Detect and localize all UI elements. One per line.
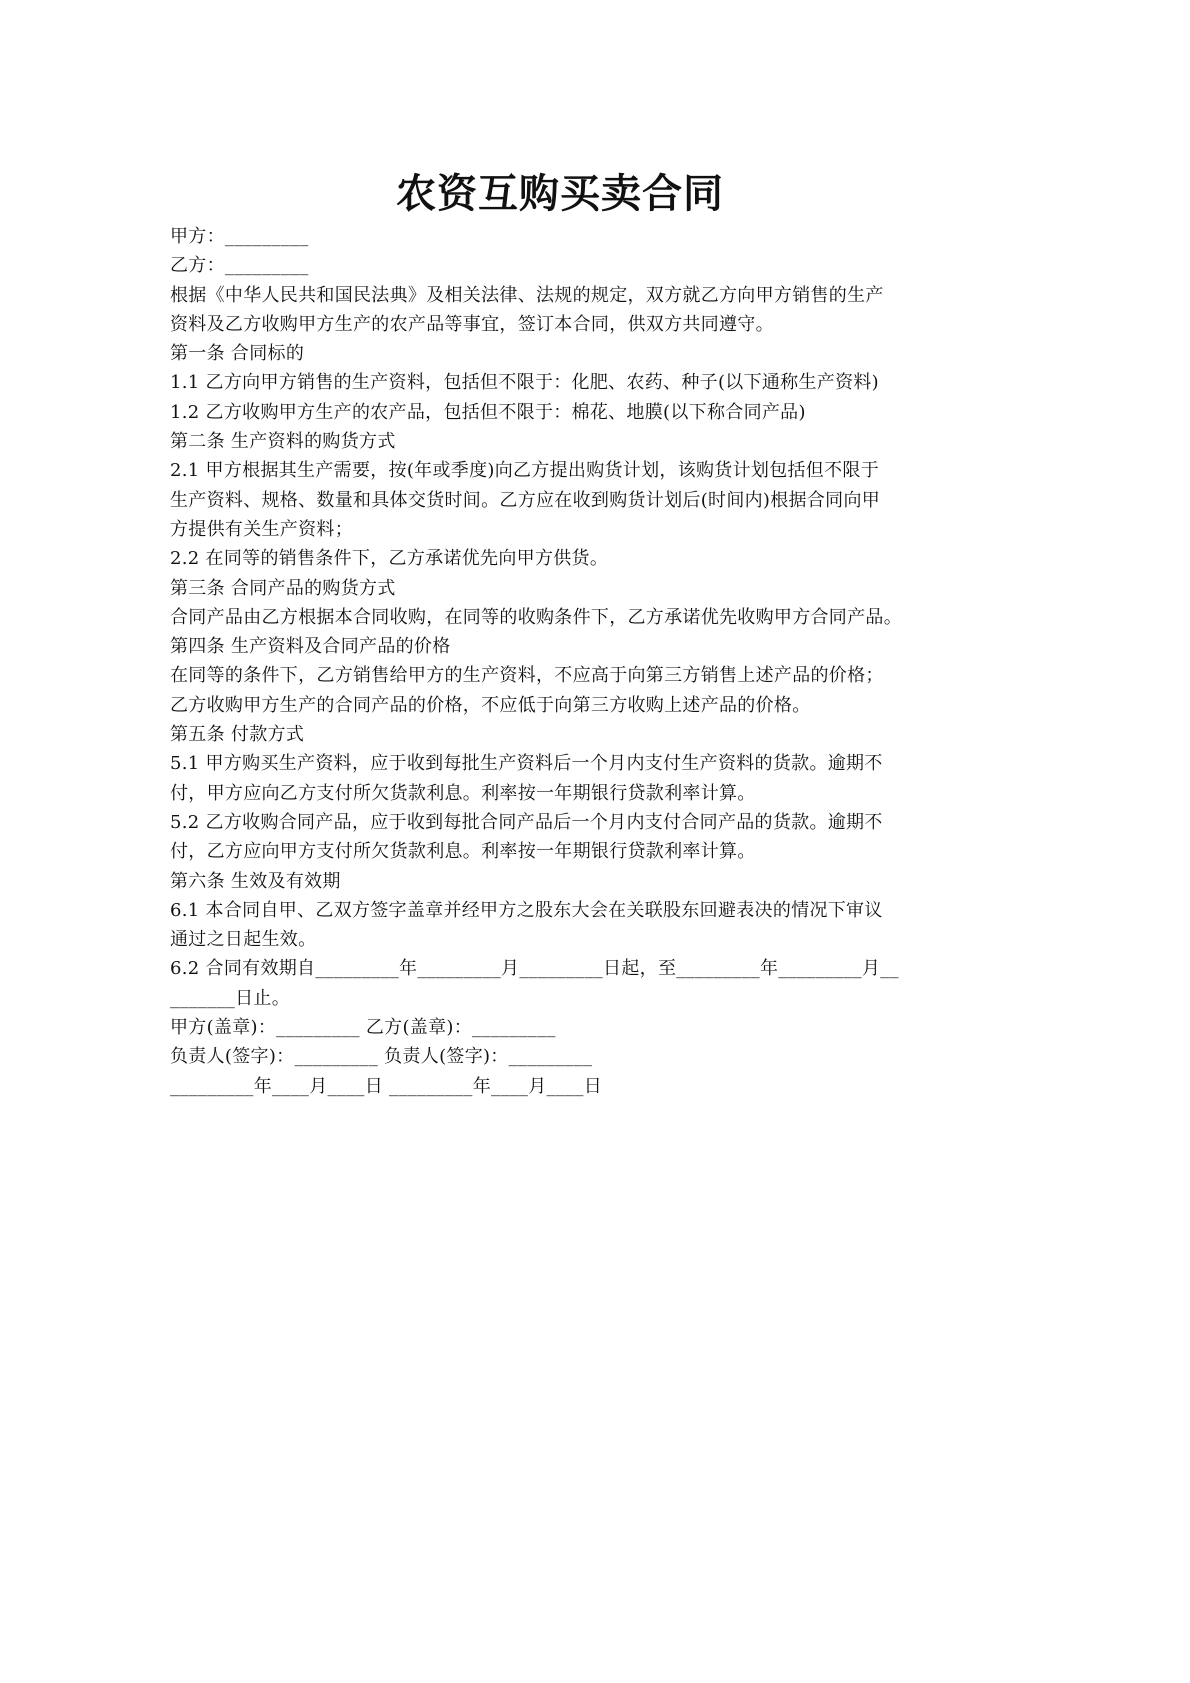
article-heading: 第二条 生产资料的购货方式 — [170, 431, 396, 453]
clause-line: 生产资料、规格、数量和具体交货时间。乙方应在收到购货计划后(时间内)根据合同向甲 — [170, 489, 881, 511]
preamble-line: 资料及乙方收购甲方生产的农产品等事宜，签订本合同，供双方共同遵守。 — [170, 313, 774, 335]
clause-line: 在同等的条件下，乙方销售给甲方的生产资料，不应高于向第三方销售上述产品的价格； — [170, 665, 884, 687]
clause-line: 方提供有关生产资料； — [170, 518, 353, 540]
article-heading: 第五条 付款方式 — [170, 724, 305, 746]
seal-line: 甲方(盖章)：_________ 乙方(盖章)：_________ — [170, 1017, 556, 1039]
clause-line: 6.2 合同有效期自_________年_________月_________日起，至_________年_________月__ — [170, 958, 899, 980]
clause-line: 1.2 乙方收购甲方生产的农产品，包括但不限于：棉花、地膜(以下称合同产品) — [170, 401, 806, 423]
clause-line: 付，乙方应向甲方支付所欠货款利息。利率按一年期银行贷款利率计算。 — [170, 841, 756, 863]
clause-line: 2.2 在同等的销售条件下，乙方承诺优先向甲方供货。 — [170, 548, 609, 570]
signature-line: 负责人(签字)：_________ 负责人(签字)：_________ — [170, 1046, 593, 1068]
clause-line: 乙方收购甲方生产的合同产品的价格，不应低于向第三方收购上述产品的价格。 — [170, 694, 811, 716]
article-heading: 第四条 生产资料及合同产品的价格 — [170, 636, 451, 658]
clause-line: 通过之日起生效。 — [170, 929, 317, 951]
article-heading: 第三条 合同产品的购货方式 — [170, 577, 396, 599]
clause-line: _______日止。 — [170, 987, 290, 1009]
clause-line: 付，甲方应向乙方支付所欠货款利息。利率按一年期银行贷款利率计算。 — [170, 782, 756, 804]
clause-line: 6.1 本合同自甲、乙双方签字盖章并经甲方之股东大会在关联股东回避表决的情况下审议 — [170, 899, 883, 921]
clause-line: 1.1 乙方向甲方销售的生产资料，包括但不限于：化肥、农药、种子(以下通称生产资料) — [170, 372, 879, 394]
party-b-line: 乙方：_________ — [170, 255, 309, 277]
article-heading: 第六条 生效及有效期 — [170, 870, 341, 892]
preamble-line: 根据《中华人民共和国民法典》及相关法律、法规的规定，双方就乙方向甲方销售的生产 — [170, 284, 884, 306]
party-a-line: 甲方：_________ — [170, 226, 309, 247]
document-title: 农资互购买卖合同 — [396, 171, 724, 217]
date-line: _________年____月____日 _________年____月____日 — [170, 1075, 603, 1097]
article-heading: 第一条 合同标的 — [170, 343, 305, 365]
clause-line: 5.2 乙方收购合同产品，应于收到每批合同产品后一个月内支付合同产品的货款。逾期不 — [170, 811, 883, 833]
clause-line: 5.1 甲方购买生产资料，应于收到每批生产资料后一个月内支付生产资料的货款。逾期不 — [170, 753, 883, 775]
document-body — [170, 222, 1030, 1101]
clause-line: 2.1 甲方根据其生产需要，按(年或季度)向乙方提出购货计划，该购货计划包括但不限于 — [170, 460, 879, 482]
clause-line: 合同产品由乙方根据本合同收购，在同等的收购条件下，乙方承诺优先收购甲方合同产品。 — [170, 606, 902, 628]
